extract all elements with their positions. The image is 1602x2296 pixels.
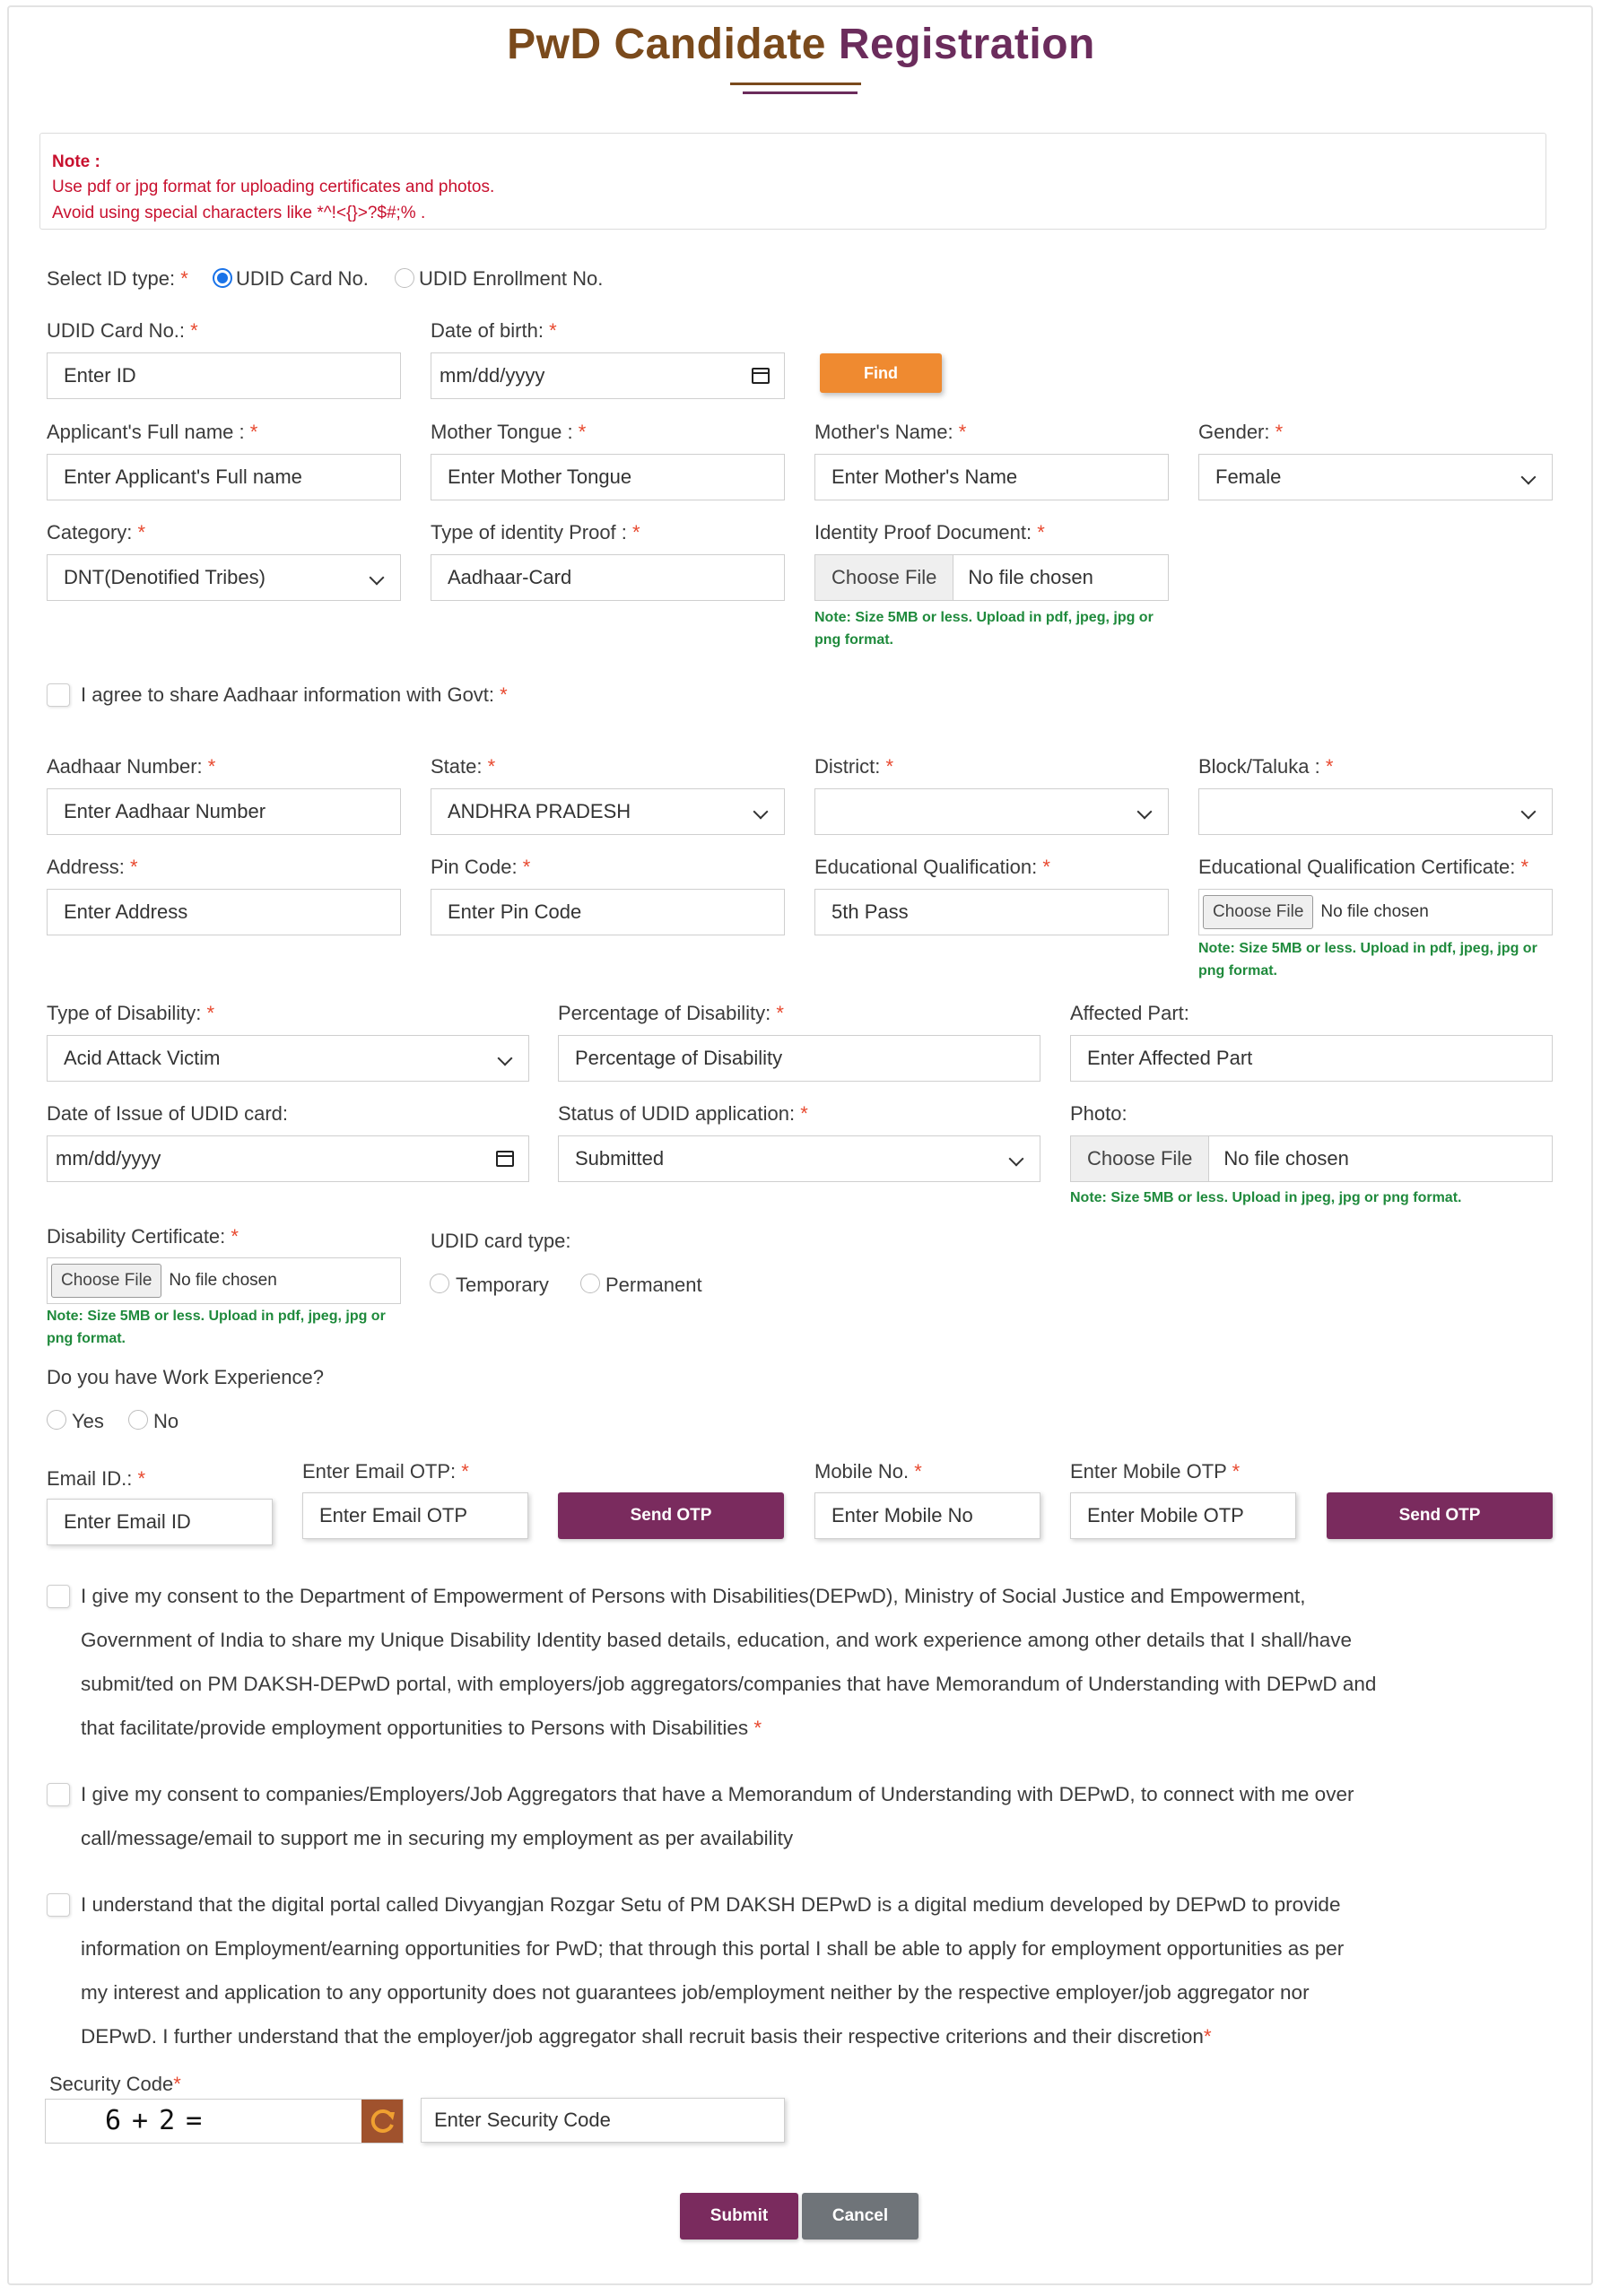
email-otp-input[interactable]: Enter Email OTP	[302, 1492, 528, 1539]
id-proof-doc-label: Identity Proof Document: *	[814, 521, 1045, 544]
disability-cert-file-input[interactable]	[47, 1257, 401, 1304]
security-code-input[interactable]: Enter Security Code	[421, 2098, 785, 2143]
udid-card-no-input[interactable]: Enter ID	[47, 352, 401, 399]
full-name-label: Applicant's Full name : *	[47, 421, 258, 443]
file-status: No file chosen	[968, 566, 1093, 588]
page-title-part2: Registration	[838, 21, 1095, 68]
gender-select[interactable]	[1198, 454, 1553, 500]
id-proof-type-label: Type of identity Proof : *	[431, 521, 640, 544]
mother-tongue-label: Mother Tongue : *	[431, 421, 587, 443]
disability-type-select[interactable]	[47, 1035, 529, 1082]
mobile-input[interactable]: Enter Mobile No	[814, 1492, 1040, 1539]
radio-label-yes: Yes	[72, 1410, 104, 1432]
note-line-characters: Avoid using special characters like *^!<{}>?$#;% .	[52, 204, 426, 222]
calendar-icon[interactable]	[496, 1151, 514, 1167]
disability-type-label: Type of Disability: *	[47, 1002, 215, 1024]
send-email-otp-button[interactable]: Send OTP	[558, 1492, 784, 1539]
block-label: Block/Taluka : *	[1198, 755, 1334, 778]
udid-issue-date-placeholder: mm/dd/yyyy	[56, 1147, 161, 1170]
full-name-input[interactable]: Enter Applicant's Full name	[47, 454, 401, 500]
consent-contact-checkbox[interactable]	[47, 1783, 70, 1806]
note-heading: Note :	[52, 152, 100, 171]
consent-understanding-checkbox[interactable]	[47, 1893, 70, 1917]
disability-cert-label: Disability Certificate: *	[47, 1225, 239, 1248]
photo-file-input[interactable]	[1070, 1135, 1553, 1182]
photo-label: Photo:	[1070, 1102, 1127, 1125]
gender-value: Female	[1215, 465, 1282, 488]
radio-permanent[interactable]	[580, 1274, 600, 1293]
chevron-down-icon	[498, 1051, 513, 1066]
udid-issue-date-label: Date of Issue of UDID card:	[47, 1102, 288, 1125]
consent-data-sharing-checkbox[interactable]	[47, 1585, 70, 1608]
state-value: ANDHRA PRADESH	[448, 800, 631, 822]
edu-qual-label: Educational Qualification: *	[814, 856, 1050, 878]
mobile-otp-label: Enter Mobile OTP *	[1070, 1460, 1241, 1483]
aadhaar-number-input[interactable]: Enter Aadhaar Number	[47, 788, 401, 835]
aadhaar-consent-label: I agree to share Aadhaar information with Govt: *	[81, 683, 508, 706]
calendar-icon[interactable]	[752, 368, 770, 384]
gender-label: Gender: *	[1198, 421, 1284, 443]
choose-file-button[interactable]: Choose File	[51, 1264, 161, 1298]
captcha-image	[45, 2099, 404, 2144]
udid-card-type-label: UDID card type:	[431, 1230, 571, 1252]
dob-label: Date of birth: *	[431, 319, 557, 342]
file-status: No file chosen	[1223, 1147, 1349, 1170]
radio-label-temporary: Temporary	[456, 1274, 549, 1296]
email-otp-label: Enter Email OTP: *	[302, 1460, 469, 1483]
radio-no[interactable]	[128, 1410, 148, 1430]
dob-placeholder: mm/dd/yyyy	[440, 364, 545, 387]
dob-input[interactable]	[431, 352, 785, 399]
address-label: Address: *	[47, 856, 138, 878]
affected-part-input[interactable]: Enter Affected Part	[1070, 1035, 1553, 1082]
choose-file-button[interactable]: Choose File	[815, 555, 953, 600]
consent-data-sharing-text: I give my consent to the Department of Empowerment of Persons with Disabilities(DEPwD), Ministry of Social Justice and Empowerment, Government of India to share my Unique Disability Identity based details, education, and work experience among other details that I shall/have submit/ted on PM DAKSH-DEPwD portal, with employers/job aggregators/companies that have Memorandum of Understanding with DEPwD and that facilitate/provide employment opportunities to Persons with Disabilities *	[81, 1585, 1377, 1739]
id-proof-type-input[interactable]: Aadhaar-Card	[431, 554, 785, 601]
edu-cert-label: Educational Qualification Certificate: *	[1198, 856, 1529, 878]
mother-name-label: Mother's Name: *	[814, 421, 967, 443]
radio-label-udid-card-no: UDID Card No.	[236, 267, 369, 290]
mother-name-input[interactable]: Enter Mother's Name	[814, 454, 1169, 500]
edu-qual-input[interactable]: 5th Pass	[814, 889, 1169, 935]
aadhaar-consent-checkbox[interactable]	[47, 683, 70, 707]
mobile-otp-input[interactable]: Enter Mobile OTP	[1070, 1492, 1296, 1539]
security-code-label: Security Code*	[49, 2073, 181, 2095]
chevron-down-icon	[1137, 804, 1153, 820]
udid-status-value: Submitted	[575, 1147, 665, 1170]
submit-button[interactable]: Submit	[680, 2193, 798, 2239]
work-experience-label: Do you have Work Experience?	[47, 1366, 324, 1388]
radio-label-udid-enrollment-no: UDID Enrollment No.	[419, 267, 604, 290]
district-label: District: *	[814, 755, 894, 778]
email-label: Email ID.: *	[47, 1467, 146, 1490]
radio-udid-enrollment-no[interactable]	[395, 268, 414, 288]
aadhaar-number-label: Aadhaar Number: *	[47, 755, 216, 778]
id-type-label: Select ID type: *	[47, 267, 188, 290]
chevron-down-icon	[753, 804, 769, 820]
udid-status-select[interactable]	[558, 1135, 1040, 1182]
udid-status-label: Status of UDID application: *	[558, 1102, 808, 1125]
disability-type-value: Acid Attack Victim	[64, 1047, 221, 1069]
photo-note: Note: Size 5MB or less. Upload in jpeg, jpg or png format.	[1070, 1190, 1462, 1205]
email-input[interactable]: Enter Email ID	[47, 1499, 273, 1545]
title-underline	[730, 83, 861, 85]
udid-card-no-label: UDID Card No.: *	[47, 319, 198, 342]
mobile-label: Mobile No. *	[814, 1460, 922, 1483]
chevron-down-icon	[1521, 804, 1537, 820]
edu-cert-file-input[interactable]	[1198, 889, 1553, 935]
consent-contact-text: I give my consent to companies/Employers/Job Aggregators that have a Memorandum of Understanding with DEPwD, to connect with me over call/message/email to support me in securing my employment as per availability	[81, 1783, 1354, 1849]
state-label: State: *	[431, 755, 496, 778]
send-mobile-otp-button[interactable]: Send OTP	[1327, 1492, 1553, 1539]
id-proof-doc-note: Note: Size 5MB or less. Upload in pdf, jpeg, jpg or png format.	[814, 610, 1154, 648]
page-title-part1: PwD Candidate	[507, 21, 826, 68]
pin-code-input[interactable]: Enter Pin Code	[431, 889, 785, 935]
chevron-down-icon	[1521, 470, 1537, 485]
edu-cert-note: Note: Size 5MB or less. Upload in pdf, jpeg, jpg or png format.	[1198, 941, 1537, 978]
disability-pct-input[interactable]: Percentage of Disability	[558, 1035, 1040, 1082]
disability-cert-note: Note: Size 5MB or less. Upload in pdf, jpeg, jpg or png format.	[47, 1309, 386, 1346]
title-underline-secondary	[743, 91, 858, 94]
choose-file-button[interactable]: Choose File	[1203, 895, 1313, 929]
captcha-text: 6+2=	[105, 2105, 213, 2136]
address-input[interactable]: Enter Address	[47, 889, 401, 935]
district-select[interactable]	[814, 788, 1169, 835]
find-button[interactable]: Find	[820, 353, 942, 393]
category-label: Category: *	[47, 521, 146, 544]
category-value: DNT(Denotified Tribes)	[64, 566, 266, 588]
radio-label-no: No	[153, 1410, 179, 1432]
category-select[interactable]	[47, 554, 401, 601]
file-status: No file chosen	[169, 1271, 277, 1290]
affected-part-label: Affected Part:	[1070, 1002, 1189, 1024]
choose-file-button[interactable]: Choose File	[1071, 1136, 1209, 1181]
file-status: No file chosen	[1320, 902, 1429, 921]
chevron-down-icon	[1009, 1152, 1024, 1167]
chevron-down-icon	[370, 570, 385, 586]
udid-issue-date-input[interactable]	[47, 1135, 529, 1182]
radio-temporary[interactable]	[430, 1274, 449, 1293]
disability-pct-label: Percentage of Disability: *	[558, 1002, 784, 1024]
cancel-button[interactable]: Cancel	[802, 2193, 919, 2239]
radio-label-permanent: Permanent	[605, 1274, 702, 1296]
id-proof-doc-file-input[interactable]	[814, 554, 1169, 601]
radio-udid-card-no[interactable]	[213, 268, 232, 288]
radio-yes[interactable]	[47, 1410, 66, 1430]
block-select[interactable]	[1198, 788, 1553, 835]
note-line-format: Use pdf or jpg format for uploading certificates and photos.	[52, 178, 495, 196]
mother-tongue-input[interactable]: Enter Mother Tongue	[431, 454, 785, 500]
page-title	[0, 20, 1602, 69]
pin-code-label: Pin Code: *	[431, 856, 531, 878]
consent-understanding-text: I understand that the digital portal called Divyangjan Rozgar Setu of PM DAKSH DEPwD is a digital medium developed by DEPwD to provide information on Employment/earning opportunities for PwD; that through this portal I shall be able to apply for employment opportunities as per my interest and application to any opportunity does not guarantees job/employment neither by the respective employer/job aggregator nor DEPwD. I further understand that the employer/job aggregator shall recruit basis their respective criterions and their discretion*	[81, 1893, 1345, 2048]
refresh-icon[interactable]	[361, 2100, 403, 2143]
state-select[interactable]	[431, 788, 785, 835]
